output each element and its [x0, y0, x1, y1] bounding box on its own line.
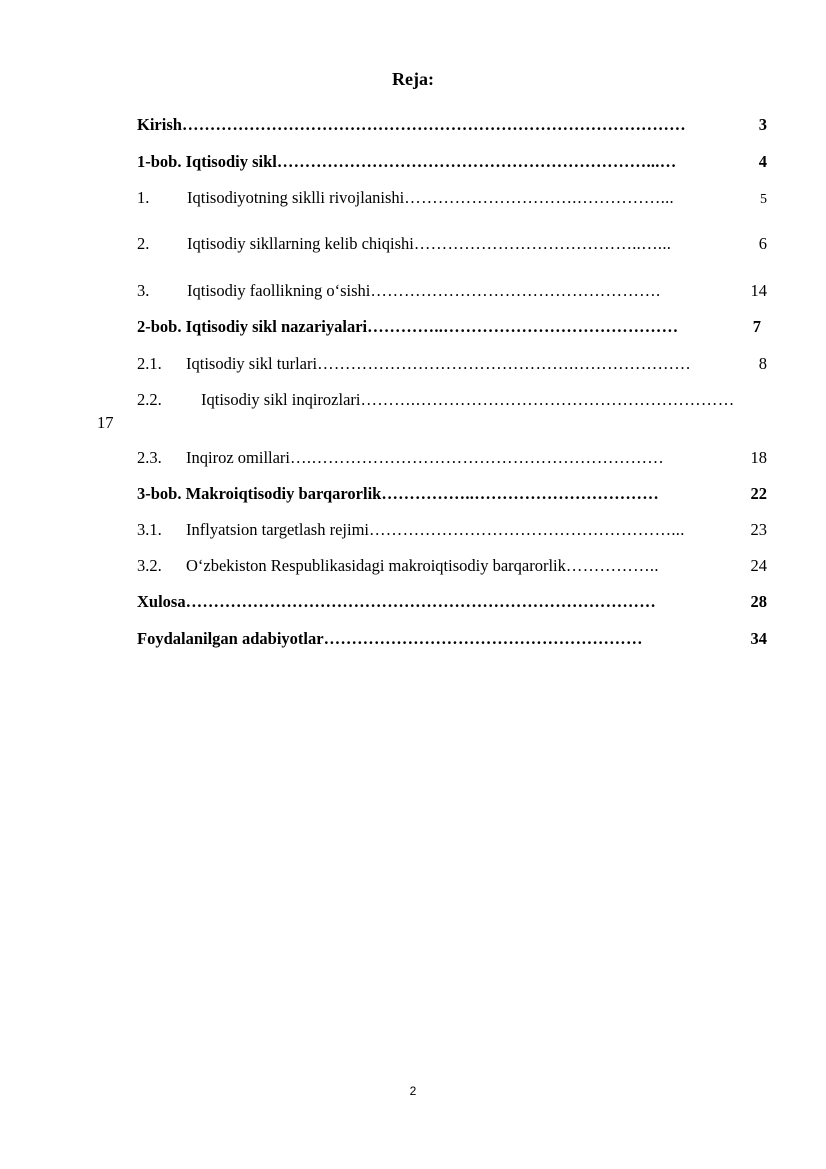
toc-label: Inqiroz omillari: [186, 448, 291, 467]
toc-label: Foydalanilgan adabiyotlar: [137, 629, 324, 648]
toc-page-number: 23: [750, 520, 767, 539]
footer-page-number: 2: [409, 1084, 417, 1098]
toc-item-number: 2.: [137, 234, 150, 253]
toc-entry-chapter-2[interactable]: [137, 317, 761, 341]
toc-entry-2-2[interactable]: [137, 390, 767, 414]
toc-entry-1-1[interactable]: [137, 188, 767, 212]
toc-entry-chapter-1[interactable]: [137, 152, 767, 176]
toc-page-number: 18: [750, 448, 767, 467]
toc-page-number: 24: [750, 556, 767, 575]
toc-page-number: 34: [750, 629, 767, 648]
toc-leader-dots: …………………………………………………………………………: [185, 592, 657, 611]
toc-leader-dots: ………………………………………………………………………………: [181, 115, 686, 134]
toc-page-number: 28: [750, 592, 767, 611]
toc-entry-adabiyotlar[interactable]: [137, 629, 767, 653]
toc-entry-xulosa[interactable]: [137, 592, 767, 616]
toc-entry-1-3[interactable]: [137, 281, 767, 305]
toc-page-number: 3: [758, 115, 767, 134]
toc-leader-dots: ………………………………………………...: [368, 520, 685, 539]
toc-leader-dots: ….………………………………………………………: [290, 448, 665, 467]
toc-leader-dots: ………………………….……………...: [404, 188, 674, 207]
toc-entry-2-1[interactable]: [137, 354, 767, 378]
toc-leader-dots: …………………………………………………: [323, 629, 643, 648]
toc-item-number: 2.1.: [137, 354, 162, 373]
toc-page-number-wrapped: 17: [97, 413, 114, 432]
toc-leader-dots: …………………………………………………………...…: [276, 152, 677, 171]
document-title: Reja:: [392, 69, 434, 89]
toc-label: 3-bob. Makroiqtisodiy barqarorlik: [137, 484, 382, 503]
toc-item-number: 3.2.: [137, 556, 162, 575]
toc-leader-dots: ……………..……………………………: [381, 484, 659, 503]
toc-page-number: 6: [758, 234, 767, 253]
toc-label: Iqtisodiy sikllarning kelib chiqishi: [187, 234, 414, 253]
toc-entry-chapter-3[interactable]: [137, 484, 767, 508]
toc-leader-dots: …………………………………………….: [370, 281, 661, 300]
toc-label: Iqtisodiy sikl inqirozlari: [201, 390, 361, 409]
toc-entry-3-1[interactable]: [137, 520, 767, 544]
toc-item-number: 3.1.: [137, 520, 162, 539]
toc-leader-dots: ……….…………………………………………………: [360, 390, 735, 409]
toc-entry-1-2[interactable]: [137, 234, 767, 258]
toc-label: Iqtisodiy faollikning o‘sishi: [187, 281, 371, 300]
toc-leader-dots: …………..……………………………………: [367, 317, 679, 336]
toc-item-number: 2.2.: [137, 390, 162, 409]
toc-label: Xulosa: [137, 592, 186, 611]
toc-page-number: 14: [750, 281, 767, 300]
toc-leader-dots: ……………..: [565, 556, 659, 575]
toc-entry-kirish[interactable]: [137, 115, 767, 139]
toc-page-number: 8: [758, 354, 767, 373]
toc-leader-dots: …………………………………..…...: [413, 234, 672, 253]
toc-item-number: 1.: [137, 188, 150, 207]
toc-entry-3-2[interactable]: [137, 556, 767, 580]
toc-label: Iqtisodiyotning siklli rivojlanishi: [187, 188, 405, 207]
toc-label: 1-bob. Iqtisodiy sikl: [137, 152, 277, 171]
toc-label: 2-bob. Iqtisodiy sikl nazariyalari: [137, 317, 368, 336]
toc-leader-dots: ……………………………………….…………………: [317, 354, 692, 373]
toc-item-number: 3.: [137, 281, 150, 300]
toc-label: Inflyatsion targetlash rejimi: [186, 520, 369, 539]
toc-item-number: 2.3.: [137, 448, 162, 467]
toc-page-number: 7: [752, 317, 761, 336]
toc-label: Kirish: [137, 115, 182, 134]
toc-page-number: 4: [758, 152, 767, 171]
toc-label: O‘zbekiston Respublikasidagi makroiqtisodiy barqarorlik: [186, 556, 566, 575]
toc-entry-2-3[interactable]: [137, 448, 767, 472]
toc-label: Iqtisodiy sikl turlari: [186, 354, 318, 373]
toc-page-number: 22: [750, 484, 767, 503]
toc-page-number: 5: [760, 192, 767, 207]
